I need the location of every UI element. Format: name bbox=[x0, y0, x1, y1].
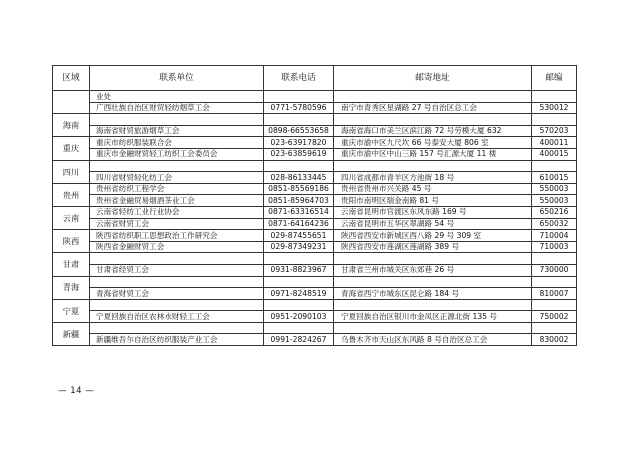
phone-cell: 029-87455651 bbox=[264, 230, 334, 242]
phone-cell bbox=[264, 322, 334, 334]
table-row bbox=[53, 276, 577, 288]
table-row bbox=[53, 148, 577, 160]
unit-cell: 陕西省纺织职工思想政治工作研究会 bbox=[90, 230, 264, 242]
zip-cell: 530012 bbox=[532, 102, 577, 114]
unit-cell: 宁夏回族自治区农林水财轻工工会 bbox=[90, 311, 264, 323]
unit-cell: 四川省财贸轻化纺工会 bbox=[90, 172, 264, 184]
phone-cell: 023-63917820 bbox=[264, 137, 334, 149]
phone-cell: 0871-63316514 bbox=[264, 206, 334, 218]
region-cell: 云南 bbox=[53, 206, 90, 229]
unit-cell: 重庆市金融财贸轻工纺织工会委员会 bbox=[90, 148, 264, 160]
phone-cell: 0898-66553658 bbox=[264, 125, 334, 137]
zip-cell: 710003 bbox=[532, 241, 577, 253]
unit-cell: 海南省财贸旅游烟草工会 bbox=[90, 125, 264, 137]
unit-cell: 业处 bbox=[90, 91, 264, 103]
zip-cell: 750002 bbox=[532, 311, 577, 323]
address-cell bbox=[334, 160, 532, 172]
phone-cell: 028-86133445 bbox=[264, 172, 334, 184]
region-cell: 青海 bbox=[53, 276, 90, 299]
zip-cell: 710004 bbox=[532, 230, 577, 242]
region-cell: 新疆 bbox=[53, 322, 90, 345]
region-cell: 重庆 bbox=[53, 137, 90, 160]
table-row bbox=[53, 160, 577, 172]
unit-cell: 云南省轻纺工业行业协会 bbox=[90, 206, 264, 218]
unit-cell bbox=[90, 160, 264, 172]
address-cell: 海南省海口市美兰区滨江路 72 号劳模大厦 632 bbox=[334, 125, 532, 137]
phone-cell bbox=[264, 91, 334, 103]
address-cell bbox=[334, 91, 532, 103]
table-row bbox=[53, 264, 577, 276]
table-row bbox=[53, 91, 577, 103]
unit-cell bbox=[90, 299, 264, 311]
address-cell bbox=[334, 299, 532, 311]
address-cell bbox=[334, 276, 532, 288]
contact-table bbox=[52, 65, 577, 346]
phone-cell bbox=[264, 276, 334, 288]
header-region: 区域 bbox=[53, 66, 90, 91]
phone-cell: 0851-85964703 bbox=[264, 195, 334, 207]
phone-cell bbox=[264, 253, 334, 265]
table-row bbox=[53, 230, 577, 242]
table-row bbox=[53, 241, 577, 253]
header-address: 邮寄地址 bbox=[334, 66, 532, 91]
phone-cell bbox=[264, 299, 334, 311]
zip-cell bbox=[532, 276, 577, 288]
unit-cell bbox=[90, 253, 264, 265]
address-cell: 贵州省贵州市兴关路 45 号 bbox=[334, 183, 532, 195]
header-zip: 邮编 bbox=[532, 66, 577, 91]
address-cell bbox=[334, 114, 532, 126]
zip-cell: 830002 bbox=[532, 334, 577, 346]
zip-cell: 610015 bbox=[532, 172, 577, 184]
phone-cell bbox=[264, 114, 334, 126]
zip-cell: 730000 bbox=[532, 264, 577, 276]
unit-cell: 陕西省金融财贸工会 bbox=[90, 241, 264, 253]
unit-cell: 新疆维吾尔自治区纺织服装产业工会 bbox=[90, 334, 264, 346]
zip-cell bbox=[532, 160, 577, 172]
table-row bbox=[53, 172, 577, 184]
phone-cell: 029-87349231 bbox=[264, 241, 334, 253]
region-cell: 甘肃 bbox=[53, 253, 90, 276]
phone-cell: 0951-2090103 bbox=[264, 311, 334, 323]
table-row bbox=[53, 218, 577, 230]
zip-cell: 550003 bbox=[532, 195, 577, 207]
table-row bbox=[53, 102, 577, 114]
region-cell: 宁夏 bbox=[53, 299, 90, 322]
zip-cell: 570203 bbox=[532, 125, 577, 137]
zip-cell: 650032 bbox=[532, 218, 577, 230]
address-cell: 南宁市青秀区星湖路 27 号自治区总工会 bbox=[334, 102, 532, 114]
table-row bbox=[53, 195, 577, 207]
table-row bbox=[53, 311, 577, 323]
table-row bbox=[53, 288, 577, 300]
address-cell: 云南省昆明市官渡区东风东路 169 号 bbox=[334, 206, 532, 218]
table-row bbox=[53, 137, 577, 149]
region-cell: 海南 bbox=[53, 114, 90, 137]
phone-cell: 023-63859619 bbox=[264, 148, 334, 160]
header-phone: 联系电话 bbox=[264, 66, 334, 91]
unit-cell bbox=[90, 114, 264, 126]
unit-cell: 甘肃省经贸工会 bbox=[90, 264, 264, 276]
phone-cell: 0851-85569186 bbox=[264, 183, 334, 195]
zip-cell bbox=[532, 322, 577, 334]
address-cell: 宁夏回族自治区银川市金凤区正源北街 135 号 bbox=[334, 311, 532, 323]
zip-cell: 400015 bbox=[532, 148, 577, 160]
region-cell bbox=[53, 91, 90, 114]
address-cell bbox=[334, 253, 532, 265]
address-cell: 重庆市渝中区九尺坎 66 号泰安大厦 806 室 bbox=[334, 137, 532, 149]
zip-cell bbox=[532, 91, 577, 103]
address-cell: 乌鲁木齐市天山区东风路 8 号自治区总工会 bbox=[334, 334, 532, 346]
table-header-row bbox=[53, 66, 577, 91]
address-cell bbox=[334, 322, 532, 334]
table-row bbox=[53, 253, 577, 265]
address-cell: 贵阳市南明区瑞金南路 81 号 bbox=[334, 195, 532, 207]
phone-cell: 0971-8248519 bbox=[264, 288, 334, 300]
table-row bbox=[53, 125, 577, 137]
phone-cell bbox=[264, 160, 334, 172]
address-cell: 青海省西宁市城东区昆仑路 184 号 bbox=[334, 288, 532, 300]
unit-cell: 云南省财贸工会 bbox=[90, 218, 264, 230]
phone-cell: 0931-8823967 bbox=[264, 264, 334, 276]
unit-cell: 重庆市纺织服装联合会 bbox=[90, 137, 264, 149]
phone-cell: 0991-2824267 bbox=[264, 334, 334, 346]
region-cell: 陕西 bbox=[53, 230, 90, 253]
unit-cell bbox=[90, 276, 264, 288]
zip-cell: 550003 bbox=[532, 183, 577, 195]
table-row bbox=[53, 206, 577, 218]
zip-cell: 810007 bbox=[532, 288, 577, 300]
zip-cell bbox=[532, 299, 577, 311]
zip-cell: 400011 bbox=[532, 137, 577, 149]
region-cell: 贵州 bbox=[53, 183, 90, 206]
address-cell: 重庆市渝中区中山三路 157 号汇源大厦 11 楼 bbox=[334, 148, 532, 160]
phone-cell: 0771-5780596 bbox=[264, 102, 334, 114]
table-row bbox=[53, 183, 577, 195]
phone-cell: 0871-64164236 bbox=[264, 218, 334, 230]
table-row bbox=[53, 299, 577, 311]
zip-cell bbox=[532, 114, 577, 126]
unit-cell: 青海省财贸工会 bbox=[90, 288, 264, 300]
unit-cell: 贵州省金融贸易烟酒茶业工会 bbox=[90, 195, 264, 207]
region-cell: 四川 bbox=[53, 160, 90, 183]
unit-cell bbox=[90, 322, 264, 334]
address-cell: 云南省昆明市五华区翠湖路 54 号 bbox=[334, 218, 532, 230]
header-unit: 联系单位 bbox=[90, 66, 264, 91]
address-cell: 甘肃省兰州市城关区东郊巷 26 号 bbox=[334, 264, 532, 276]
table-row bbox=[53, 334, 577, 346]
page-number: — 14 — bbox=[58, 386, 95, 396]
table-row bbox=[53, 114, 577, 126]
unit-cell: 广西壮族自治区财贸轻纺烟草工会 bbox=[90, 102, 264, 114]
address-cell: 陕西省西安市新城区西八路 29 号 309 室 bbox=[334, 230, 532, 242]
table-row bbox=[53, 322, 577, 334]
zip-cell: 650216 bbox=[532, 206, 577, 218]
zip-cell bbox=[532, 253, 577, 265]
unit-cell: 贵州省纺织工程学会 bbox=[90, 183, 264, 195]
address-cell: 四川省成都市青羊区方池街 18 号 bbox=[334, 172, 532, 184]
table-body bbox=[53, 91, 577, 346]
address-cell: 陕西省西安市莲湖区莲湖路 389 号 bbox=[334, 241, 532, 253]
